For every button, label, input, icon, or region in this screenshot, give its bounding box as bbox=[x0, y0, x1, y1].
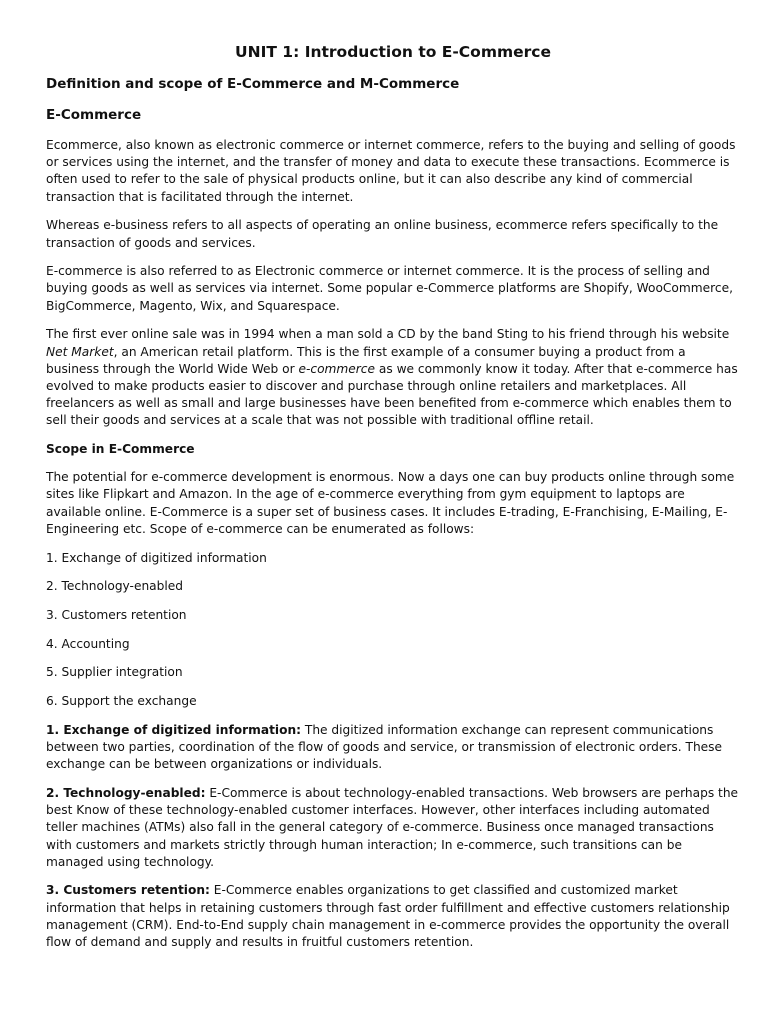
history-text-b: , an American retail platform. This is the first example of a consumer buying a product from a business through the World Wide Web or bbox=[46, 344, 686, 376]
history-ecommerce: e-commerce bbox=[298, 361, 376, 376]
paragraph-history bbox=[46, 326, 740, 429]
detail-term: 3. Customers retention: bbox=[46, 883, 210, 898]
list-item: 6. Support the exchange bbox=[46, 694, 197, 709]
page-title: UNIT 1: Introduction to E-Commerce bbox=[235, 43, 551, 61]
section-heading: Definition and scope of E-Commerce and M-Commerce bbox=[46, 76, 460, 92]
subheading-ecommerce: E-Commerce bbox=[46, 107, 142, 123]
detail-retention bbox=[46, 882, 740, 951]
scope-list bbox=[46, 550, 740, 711]
detail-exchange bbox=[46, 722, 740, 774]
detail-term: 2. Technology-enabled: bbox=[46, 785, 206, 800]
list-item: 5. Supplier integration bbox=[46, 665, 183, 680]
detail-text: The digitized information exchange can represent communications between two parties, coordination of the flow of goods and service, or transmission of electronic orders. These exchange can be between organizations or individuals. bbox=[46, 722, 723, 772]
scope-intro: The potential for e-commerce development is enormous. Now a days one can buy products online through some sites like Flipkart and Amazon. In the age of e-commerce everything from gym equipment to laptops are available online. E-Commerce is a super set of business cases. It includes E-trading, E-Franchising, E-Mailing, E-Engineering etc. Scope of e-commerce can be enumerated as follows: bbox=[46, 470, 735, 536]
history-text-a: The first ever online sale was in 1994 when a man sold a CD by the band Sting to his friend through his website bbox=[46, 327, 730, 342]
detail-text: E-Commerce is about technology-enabled transactions. Web browsers are perhaps the best Know of these technology-enabled customer interfaces. However, other interfaces including automated teller machines (ATMs) also fall in the general category of e-commerce. Business once managed transactions with customers and markets strictly through human interaction; In e-commerce, such transitions can be managed using technology. bbox=[46, 785, 739, 869]
history-text-c: as we commonly know it today. After that e-commerce has evolved to make products easier to discover and purchase through online retailers and marketplaces. All freelancers as well as small and large businesses have been benefited from e-commerce which enables them to sell their goods and services at a scale that was not possible with traditional offline retail. bbox=[46, 361, 738, 428]
detail-technology bbox=[46, 785, 740, 871]
detail-text: E-Commerce enables organizations to get classified and customized market information that helps in retaining customers through fast order fulfillment and effective customers relationship management (CRM). End-to-End supply chain management in e-commerce provides the opportunity the overall flow of demand and supply and results in fruitful customers retention. bbox=[46, 883, 730, 950]
paragraph-platforms: E-commerce is also referred to as Electronic commerce or internet commerce. It is the process of selling and buying goods as well as services via internet. Some popular e-Commerce platforms are Shopify, WooCommerce, BigCommerce, Magento, Wix, and Squarespace. bbox=[46, 264, 733, 313]
list-item: 3. Customers retention bbox=[46, 607, 187, 622]
list-item: 1. Exchange of digitized information bbox=[46, 550, 267, 565]
paragraph-definition: Ecommerce, also known as electronic commerce or internet commerce, refers to the buying and selling of goods or services using the internet, and the transfer of money and data to execute these transactions. Ecommerce is often used to refer to the sale of physical products online, but it can also describe any kind of commercial transaction that is facilitated through the internet. bbox=[46, 138, 736, 204]
list-item: 4. Accounting bbox=[46, 636, 130, 651]
history-net-market: Net Market bbox=[46, 344, 114, 359]
scope-heading: Scope in E-Commerce bbox=[46, 442, 195, 457]
detail-term: 1. Exchange of digitized information: bbox=[46, 722, 302, 737]
paragraph-ebusiness: Whereas e-business refers to all aspects of operating an online business, ecommerce refers specifically to the transaction of goods and services. bbox=[46, 218, 719, 250]
list-item: 2. Technology-enabled bbox=[46, 579, 183, 594]
